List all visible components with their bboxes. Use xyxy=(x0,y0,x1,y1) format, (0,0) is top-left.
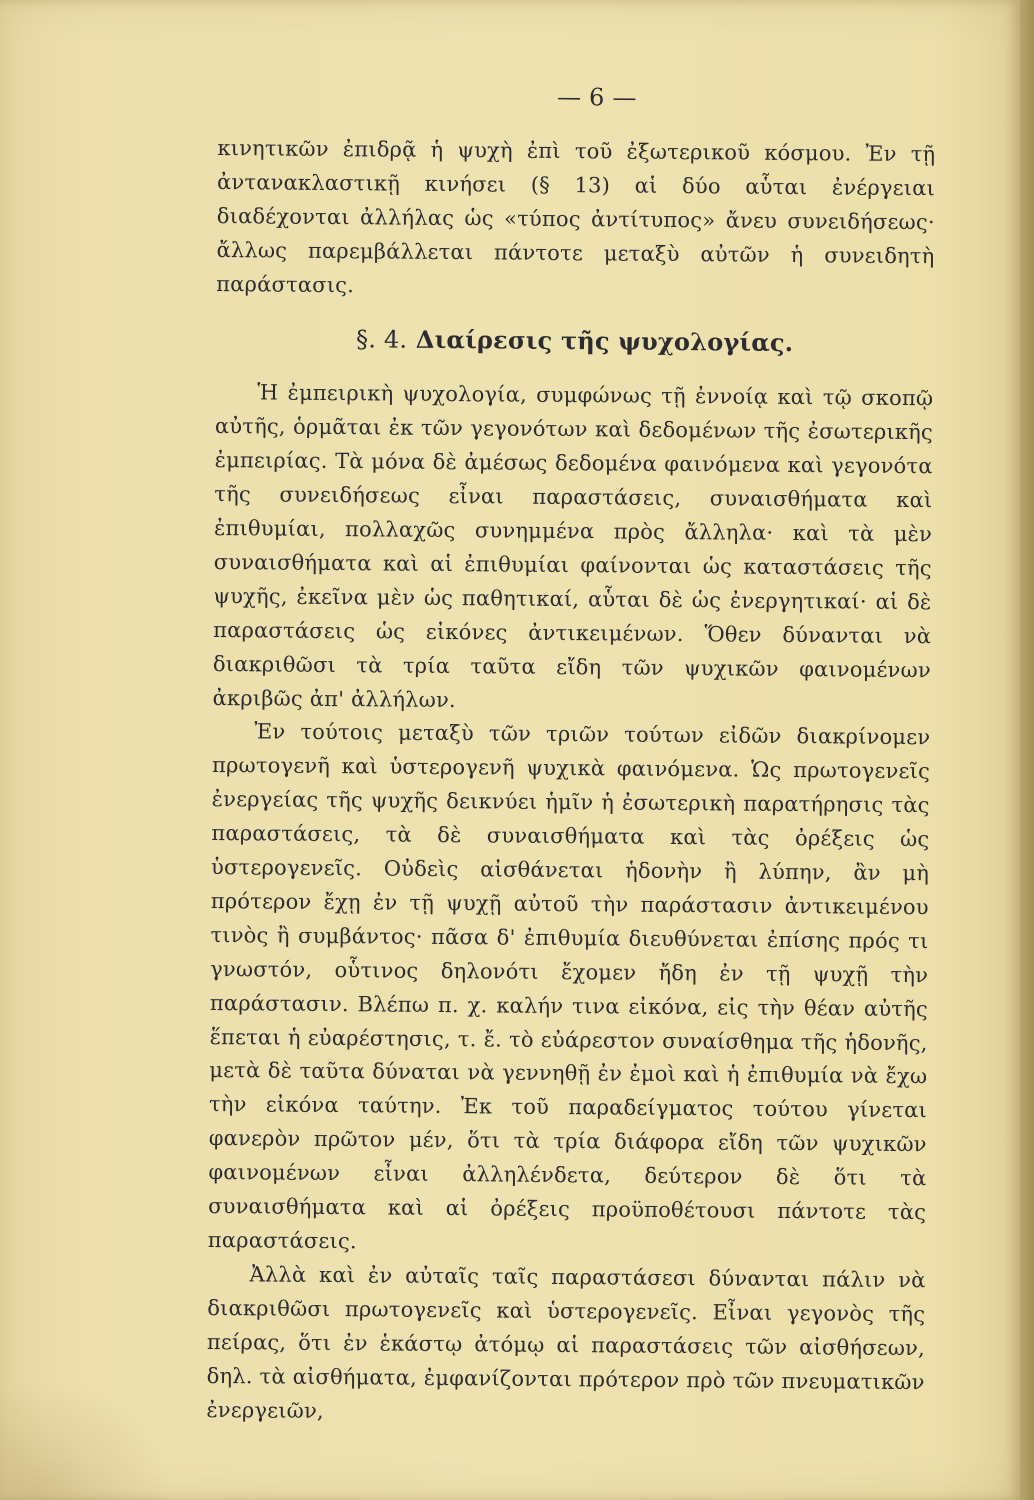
section-heading xyxy=(216,321,934,362)
page-text xyxy=(206,78,936,1434)
page-number: — 6 — xyxy=(556,82,637,112)
paragraph-1: Ἡ ἐμπειρικὴ ψυχολογία, συμφώνως τῇ ἐννοίᾳ καὶ τῷ σκοπῷ αὐτῆς, ὁρμᾶται ἐκ τῶν γεγονότων καὶ δεδομένων τῆς ἐσωτερικῆς ἐμπειρίας. Τὰ μόνα δὲ ἀμέσως δεδομένα φαινόμενα καὶ γεγονότα τῆς συνειδήσεως εἶναι παραστάσεις, συναισθήματα καὶ ἐπιθυμίαι, πολλαχῶς συνημμένα πρὸς ἄλληλα· καὶ τὰ μὲν συναισθήματα καὶ αἱ ἐπιθυμίαι φαίνονται ὡς καταστάσεις τῆς ψυχῆς, ἐκεῖνα μὲν ὡς παθητικαί, αὗται δὲ ὡς ἐνεργητικαί· αἱ δὲ παραστάσεις ὡς εἰκόνες ἀντικειμένων. Ὅθεν δύνανται νὰ διακριθῶσι τὰ τρία ταῦτα εἴδη τῶν ψυχικῶν φαινομένων ἀκριβῶς ἀπ' ἀλλήλων. xyxy=(212,380,934,712)
paper-stain xyxy=(0,1380,170,1500)
paragraph-intro: κινητικῶν ἐπιδρᾷ ἡ ψυχὴ ἐπὶ τοῦ ἐξωτερικοῦ κόσμου. Ἐν τῇ ἀντανακλαστικῇ κινήσει (§ 13) αἱ δύο αὗται ἐνέργειαι διαδέχονται ἀλλήλας ὡς «τύπος ἀντίτυπος» ἄνευ συνειδήσεως· ἄλλως παρεμβάλλεται πάντοτε μεταξὺ αὐτῶν ἡ συνειδητὴ παράστασις. xyxy=(216,135,936,297)
page-edge xyxy=(1020,0,1034,1500)
paragraph-2: Ἐν τούτοις μεταξὺ τῶν τριῶν τούτων εἰδῶν διακρίνομεν πρωτογενῆ καὶ ὑστερογενῆ ψυχικὰ φαινόμενα. Ὡς πρωτογενεῖς ἐνεργείας τῆς ψυχῆς δεικνύει ἡμῖν ἡ ἐσωτερικὴ παρατήρησις τὰς παραστάσεις, τὰ δὲ συναισθήματα καὶ τὰς ὀρέξεις ὡς ὑστερογενεῖς. Οὐδεὶς αἰσθάνεται ἡδονὴν ἢ λύπην, ἂν μὴ πρότερον ἔχῃ ἐν τῇ ψυχῇ αὐτοῦ τὴν παράστασιν ἀντικειμένου τινὸς ἢ συμβάντος· πᾶσα δ' ἐπιθυμία διευθύνεται ἐπίσης πρός τι γνωστόν, οὗτινος δηλονότι ἔχομεν ἤδη ἐν τῇ ψυχῇ τὴν παράστασιν. Βλέπω π. χ. καλήν τινα εἰκόνα, εἰς τὴν θέαν αὐτῆς ἕπεται ἡ εὐαρέστησις, τ. ἔ. τὸ εὐάρεστον συναίσθημα τῆς ἡδονῆς, μετὰ δὲ ταῦτα δύναται νὰ γεννηθῇ ἐν ἐμοὶ καὶ ἡ ἐπιθυμία νὰ ἔχω τὴν εἰκόνα ταύτην. Ἐκ τοῦ παραδείγματος τούτου γίνεται φανερὸν πρῶτον μέν, ὅτι τὰ τρία διάφορα εἴδη τῶν ψυχικῶν φαινομένων εἶναι ἀλληλένδετα, δεύτερον δὲ ὅτι τὰ συναισθήματα καὶ αἱ ὀρέξεις προϋποθέτουσι πάντοτε τὰς παραστάσεις. xyxy=(207,719,931,1254)
paragraph-3: Ἀλλὰ καὶ ἐν αὐταῖς ταῖς παραστάσεσι δύνανται πάλιν νὰ διακριθῶσι πρωτογενεῖς καὶ ὑστερογενεῖς. Εἶναι γεγονὸς τῆς πείρας, ὅτι ἐν ἑκάστῳ ἀτόμῳ αἱ παραστάσεις τῶν αἰσθήσεων, δηλ. τὰ αἰσθήματα, ἐμφανίζονται πρότερον πρὸ τῶν πνευματικῶν ἐνεργειῶν, xyxy=(206,1262,926,1423)
section-title: Διαίρεσις τῆς ψυχολογίας. xyxy=(415,325,794,358)
section-number: §. 4. xyxy=(355,325,408,355)
